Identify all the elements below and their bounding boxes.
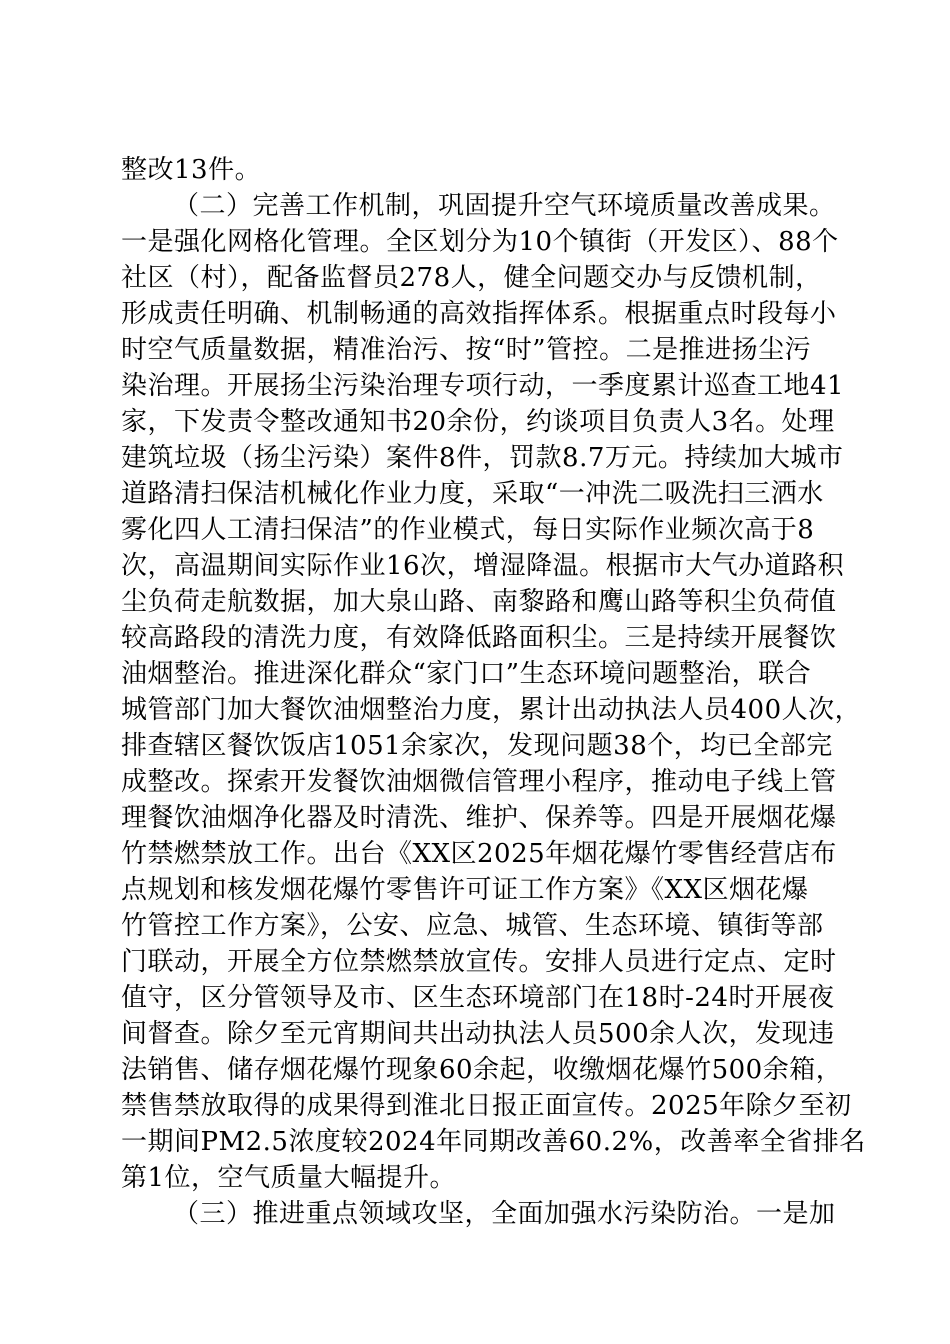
text-line: 第1位，空气质量大幅提升。 (121, 1163, 457, 1193)
text-line: 雾化四人工清扫保洁”的作业模式，每日实际作业频次高于8 (121, 515, 815, 545)
text-line: 间督查。除夕至元宵期间共出动执法人员500余人次，发现违 (121, 1019, 835, 1049)
text-line: 城管部门加大餐饮油烟整治力度，累计出动执法人员400人次， (121, 695, 862, 725)
text-line: 整改13件。 (121, 155, 262, 185)
text-line: 一期间PM2.5浓度较2024年同期改善60.2%，改善率全省排名 (121, 1127, 866, 1157)
text-line: 次，高温期间实际作业16次，增湿降温。根据市大气办道路积 (121, 551, 845, 581)
text-line: 成整改。探索开发餐饮油烟微信管理小程序，推动电子线上管 (121, 767, 837, 797)
text-line: 排查辖区餐饮饭店1051余家次，发现问题38个，均已全部完 (121, 731, 833, 761)
text-line: 社区（村），配备监督员278人，健全问题交办与反馈机制， (121, 263, 822, 293)
text-line: 点规划和核发烟花爆竹零售许可证工作方案》《XX区烟花爆 (121, 875, 809, 905)
text-line: 理餐饮油烟净化器及时清洗、维护、保养等。四是开展烟花爆 (121, 803, 837, 833)
text-line: 形成责任明确、机制畅通的高效指挥体系。根据重点时段每小 (121, 299, 837, 329)
text-line: 家，下发责令整改通知书20余份，约谈项目负责人3名。处理 (121, 407, 835, 437)
text-line: 建筑垃圾（扬尘污染）案件8件，罚款8.7万元。持续加大城市 (121, 443, 844, 473)
section-heading: （三）推进重点领域攻坚，全面加强水污染防治。一是加 (173, 1199, 836, 1229)
text-line: 油烟整治。推进深化群众“家门口”生态环境问题整治，联合 (121, 659, 812, 689)
text-line: 法销售、储存烟花爆竹现象60余起，收缴烟花爆竹500余箱， (121, 1055, 843, 1085)
text-line: 道路清扫保洁机械化作业力度，采取“一冲洗二吸洗扫三洒水 (121, 479, 824, 509)
text-line: 竹禁燃禁放工作。出台《XX区2025年烟花爆竹零售经营店布 (121, 839, 837, 869)
text-line: 时空气质量数据，精准治污、按“时”管控。二是推进扬尘污 (121, 335, 812, 365)
text-line: 染治理。开展扬尘污染治理专项行动，一季度累计巡查工地41 (121, 371, 845, 401)
text-line: 竹管控工作方案》，公安、应急、城管、生态环境、镇街等部 (121, 911, 824, 941)
text-line: 禁售禁放取得的成果得到淮北日报正面宣传。2025年除夕至初 (121, 1091, 852, 1121)
text-line: 一是强化网格化管理。全区划分为10个镇街（开发区）、88个 (121, 227, 839, 257)
text-line: 较高路段的清洗力度，有效降低路面积尘。三是持续开展餐饮 (121, 623, 837, 653)
text-line: 值守，区分管领导及市、区生态环境部门在18时-24时开展夜 (121, 983, 835, 1013)
text-line: 门联动，开展全方位禁燃禁放宣传。安排人员进行定点、定时 (121, 947, 837, 977)
text-line: 尘负荷走航数据，加大泉山路、南黎路和鹰山路等积尘负荷值 (121, 587, 837, 617)
section-heading: （二）完善工作机制，巩固提升空气环境质量改善成果。 (173, 191, 836, 221)
